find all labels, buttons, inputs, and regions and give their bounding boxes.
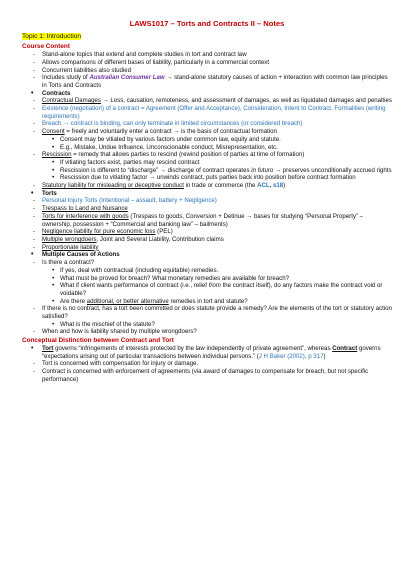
list-item: - Torts for interference with goods (Trespass to goods, Conversion + Detinue → bases for studying “Personal Property” – ownership, possession + “Commercial and banking law” – bailments) — [33, 212, 364, 228]
list-item: - Existence (negotiation) of a contract = Agreement (Offer and Acceptance), Consideration, Intent to Contract, Formalities (writing requirements) — [33, 105, 386, 120]
torts-heading: • Torts — [31, 189, 57, 197]
sub-item: • What must be proved for breach? What monetary remedies are available for breach? — [52, 274, 289, 282]
sub-item: • Rescission due to vitiating factor → unwinds contract, puts parties back into position before contract formation — [52, 174, 356, 182]
distinction-bullet: • Tort governs “infringements of interests protected by the law independently of private agreement”, whereas Contract governs “expectations arising out of particular transactions between individual persons.” (J H Baker (2002), p 317) — [31, 344, 381, 360]
list-item: - Multiple wrongdoers, Joint and Several Liability, Contribution claims — [33, 235, 224, 243]
sub-item: • What is the mischief of the statute? — [52, 320, 155, 328]
list-item: - Negligence liability for pure economic loss (PEL) — [33, 228, 173, 236]
list-item: - Contractual Damages → Loss, causation, remoteness, and assessment of damages, as well as liquidated damages and penalties — [33, 97, 392, 105]
acl-label: Australian Consumer Law — [89, 74, 165, 82]
list-item: - Tort is concerned with compensation for injury or damage. — [33, 360, 199, 368]
sub-item: • Are there additional, or better alternative remedies in tort and statute? — [52, 297, 248, 305]
torts-section — [22, 190, 392, 252]
list-item: - Stand-alone topics that extend and complete studies in tort and contract law — [33, 51, 247, 59]
course-content-list — [22, 51, 392, 90]
sub-item: • If vitiating factors exist, parties may rescind contract — [52, 158, 200, 166]
list-item: - Includes study of Australian Consumer Law → stand-alone statutory causes of action + interaction with common law principles in Torts and Contracts — [33, 74, 388, 89]
document-title: LAWS1017 – Torts and Contracts II – Notes — [129, 19, 285, 28]
sub-item: • If yes, deal with contractual (including equitable) remedies. — [52, 266, 219, 274]
distinction-section — [22, 345, 392, 384]
multiple-causes-heading: • Multiple Causes of Actions — [31, 251, 120, 259]
list-item: - Concurrent liabilities also studied — [33, 66, 132, 74]
multiple-causes-section — [22, 251, 392, 336]
sub-item: • Consent may be vitiated by various factors under common law, equity and statute. — [52, 135, 281, 143]
list-item: - Rescission = remedy that allows parties to rescind (rewind position of parties at time of formation) — [33, 151, 305, 159]
sub-item: • Rescission is different to “discharge” → discharge of contract operates in futuro → preserves unconditionally accrued rights — [52, 166, 392, 174]
list-item: - When and how is liability shared by multiple wrongdoers? — [33, 328, 197, 336]
list-item: - Personal Injury Torts (Intentional – assault, battery + Negligence) — [33, 197, 217, 205]
contracts-section — [22, 90, 392, 190]
citation: J H Baker (2002), p 317 — [258, 352, 324, 360]
sub-item: • E.g., Mistake, Unduе Influence, Unconscionable conduct, Misrepresentation, etc. — [52, 143, 278, 151]
list-item: - Statutory liability for misleading or deceptive conduct in trade or commerce (the ACL, s18) — [33, 182, 286, 190]
contracts-heading: • Contracts — [31, 89, 71, 97]
list-item: - Breach → contract is binding, can only terminate in limited circumstances (or considered breach) — [33, 120, 303, 128]
sub-item: • What if client wants performance of contract (i.e., relief from the contract itself), do any factors make the contract void or voidable? — [52, 282, 383, 297]
distinction-heading: Conceptual Distinction between Contract and Tort — [22, 337, 174, 345]
list-item: - Contract is concerned with enforcement of agreements (via award of damages to compensate for breach, but not specific performance) — [33, 367, 369, 383]
topic-heading: Topic 1: Introduction — [22, 32, 82, 40]
list-item: - Allows comparisons of different bases of liability, particularly in a commercial context — [33, 58, 270, 66]
list-item: - Proportionate liability — [33, 243, 99, 251]
course-content-heading: Course Content — [22, 43, 70, 51]
list-item: - If there is no contract, has a tort been committed or does statute provide a remedy? Are the elements of the tort or statutory action satisfied? — [33, 305, 392, 321]
list-item: - Is there a contract? — [33, 259, 95, 267]
list-item: - Trespass to Land and Nuisance — [33, 205, 128, 213]
list-item: - Consent = freely and voluntarily enter a contract → is the basis of contractual formation — [33, 128, 277, 136]
